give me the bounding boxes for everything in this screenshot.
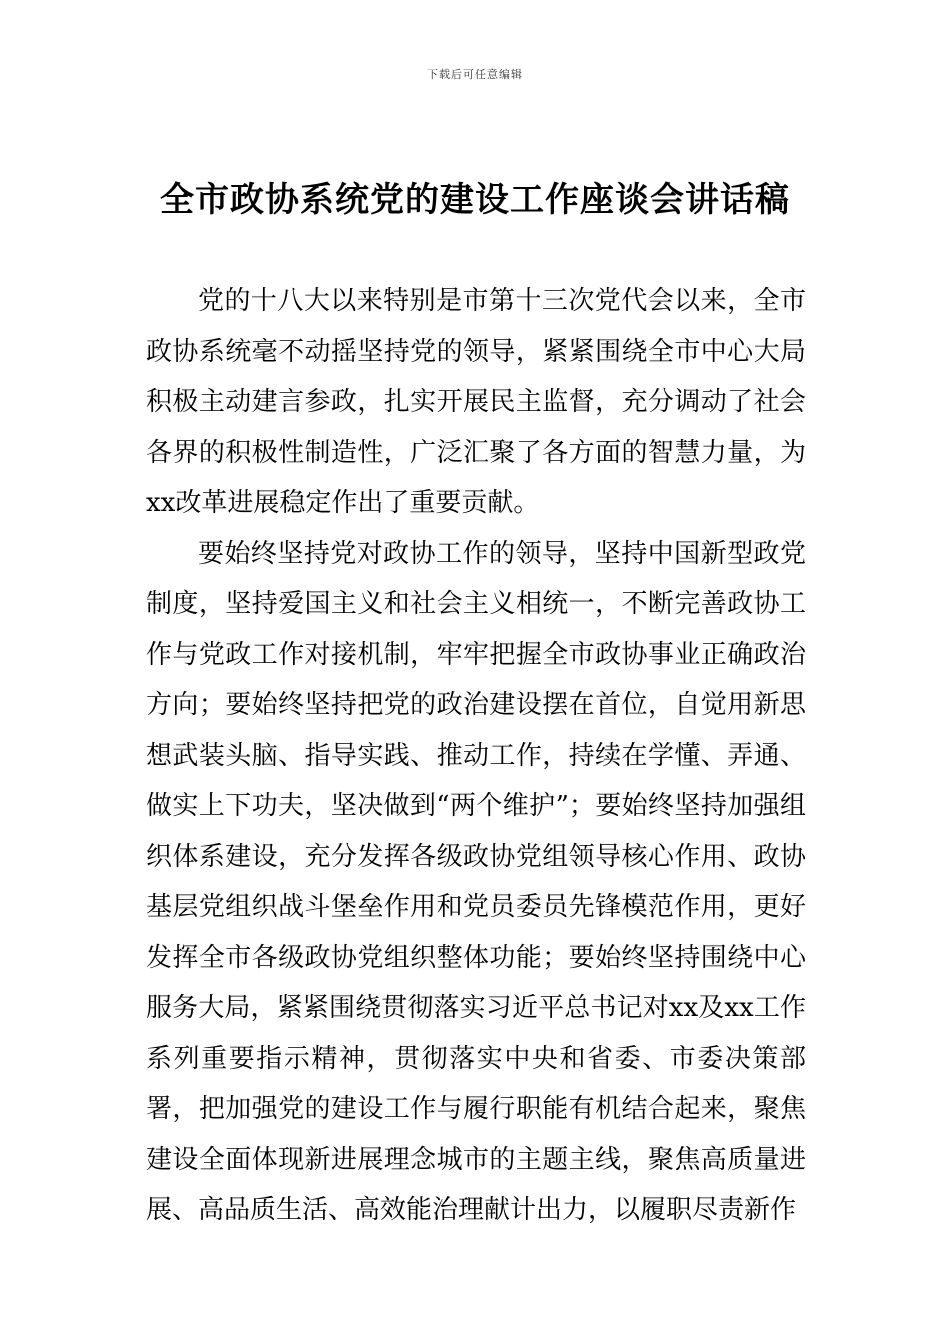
- paragraph-2: 要始终坚持党对政协工作的领导，坚持中国新型政党制度，坚持爱国主义和社会主义相统一，不断完善政协工作与党政工作对接机制，牢牢把握全市政协事业正确政治方向；要始终坚持把党的政治建设摆在首位，自觉用新思想武装头脑、指导实践、推动工作，持续在学懂、弄通、做实上下功夫，坚决做到“两个维护”；要始终坚持加强组织体系建设，充分发挥各级政协党组领导核心作用、政协基层党组织战斗堡垒作用和党员委员先锋模范作用，更好发挥全市各级政协党组织整体功能；要始终坚持围绕中心服务大局，紧紧围绕贯彻落实习近平总书记对xx及xx工作系列重要指示精神，贯彻落实中央和省委、市委决策部署，把加强党的建设工作与履行职能有机结合起来，聚焦建设全面体现新进展理念城市的主题主线，聚焦高质量进展、高品质生活、高效能治理献计出力，以履职尽责新作: [146, 538, 806, 1225]
- header-note: 下载后可任意编辑: [427, 68, 523, 81]
- document-body: [146, 276, 806, 1236]
- document-title: 全市政协系统党的建设工作座谈会讲话稿: [160, 180, 790, 220]
- paragraph-1: 党的十八大以来特别是市第十三次党代会以来，全市政协系统毫不动摇坚持党的领导，紧紧围绕全市中心大局积极主动建言参政，扎实开展民主监督，充分调动了社会各界的积极性制造性，广泛汇聚了各方面的智慧力量，为xx改革进展稳定作出了重要贡献。: [146, 286, 806, 518]
